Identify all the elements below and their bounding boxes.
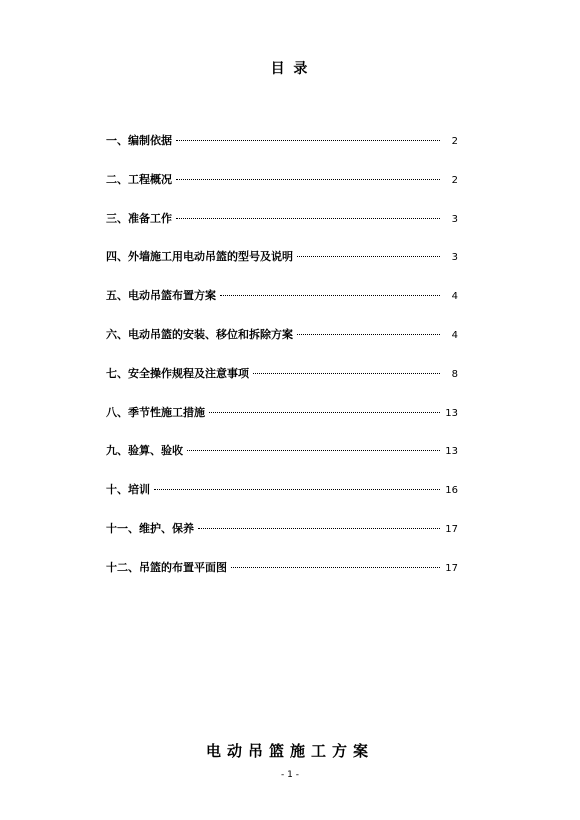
toc-entry-label: 九、验算、验收 (106, 444, 183, 458)
toc-entry-label: 五、电动吊篮布置方案 (106, 289, 216, 303)
toc-leader-dots (297, 326, 440, 338)
toc-entry-page: 8 (451, 368, 458, 380)
toc-entry-label: 三、准备工作 (106, 211, 172, 225)
toc-leader-dots (253, 365, 440, 377)
toc-entry-page: 13 (445, 407, 458, 419)
toc-leader-dots (176, 171, 440, 183)
toc-entry-page: 4 (451, 291, 458, 303)
toc-entry[interactable] (106, 171, 458, 190)
toc-leader-dots (176, 210, 440, 222)
document-title: 电动吊篮施工方案 (205, 742, 374, 760)
toc-entry-label: 一、编制依据 (106, 134, 172, 147)
toc-entry-page: 2 (451, 136, 458, 147)
toc-entry[interactable] (106, 287, 458, 306)
toc-entry-label: 七、安全操作规程及注意事项 (106, 366, 249, 380)
toc-leader-dots (209, 404, 440, 416)
toc-entry[interactable] (106, 559, 458, 578)
toc-entry-page: 2 (451, 174, 458, 186)
toc-entry-page: 4 (451, 329, 458, 341)
toc-leader-dots (176, 132, 440, 144)
toc-entry[interactable] (106, 481, 458, 500)
toc-entry-label: 十二、吊篮的布置平面图 (106, 560, 227, 574)
toc-entry-page: 3 (451, 213, 458, 225)
toc-entry-page: 17 (445, 562, 458, 574)
toc-entry[interactable] (106, 520, 458, 539)
toc-leader-dots (154, 481, 440, 493)
toc-entry[interactable] (106, 210, 458, 229)
toc-entry[interactable] (106, 248, 458, 267)
toc-leader-dots (187, 442, 440, 454)
toc-leader-dots (220, 287, 440, 299)
toc-entry[interactable] (106, 442, 458, 461)
toc-leader-dots (297, 248, 440, 260)
toc-entry-label: 六、电动吊篮的安装、移位和拆除方案 (106, 327, 293, 341)
toc-entry[interactable] (106, 404, 458, 423)
table-of-contents (106, 132, 458, 598)
page-number: - 1 - (281, 770, 299, 780)
toc-leader-dots (198, 520, 440, 532)
page-title: 目 录 (270, 61, 310, 77)
toc-entry[interactable] (106, 326, 458, 345)
toc-entry-label: 十、培训 (106, 483, 150, 497)
toc-entry-label: 二、工程概况 (106, 172, 172, 186)
toc-entry[interactable] (106, 365, 458, 384)
toc-entry-label: 十一、维护、保养 (106, 521, 194, 535)
toc-entry[interactable] (106, 132, 458, 151)
toc-entry-page: 13 (445, 446, 458, 458)
toc-entry-page: 17 (445, 523, 458, 535)
toc-entry-label: 四、外墙施工用电动吊篮的型号及说明 (106, 250, 293, 264)
toc-leader-dots (231, 559, 440, 571)
toc-entry-label: 八、季节性施工措施 (106, 405, 205, 419)
toc-entry-page: 3 (451, 252, 458, 264)
toc-entry-page: 16 (445, 485, 458, 497)
